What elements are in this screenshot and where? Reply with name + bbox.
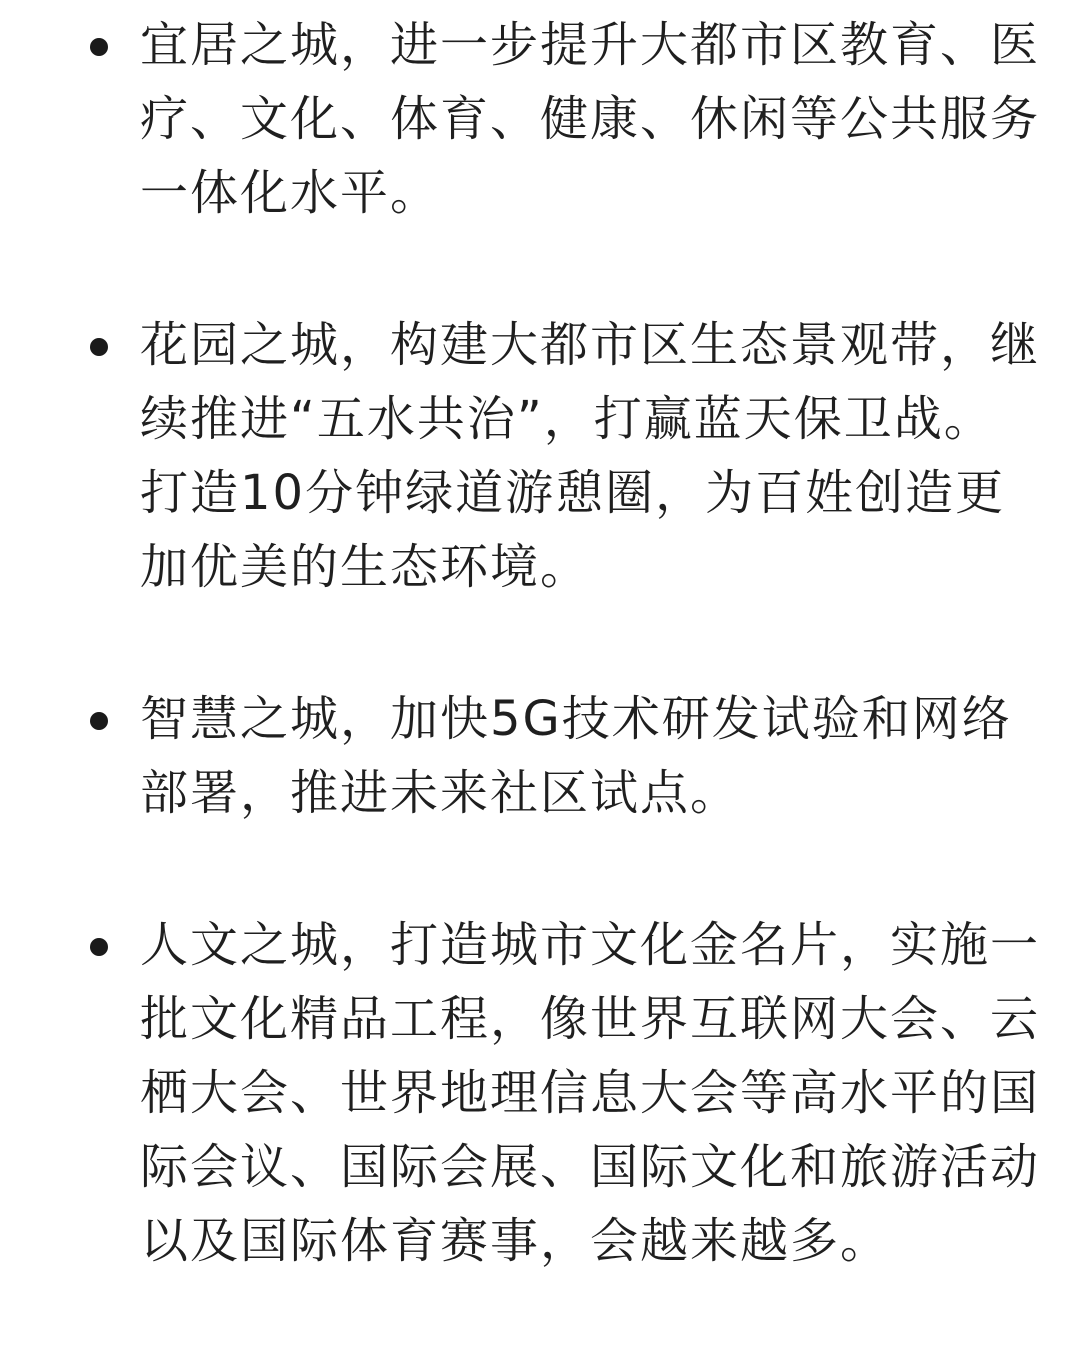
bullet-dot-icon bbox=[90, 38, 108, 56]
list-item-text: 宜居之城，进一步提升大都市区教育、医疗、文化、体育、健康、休闲等公共服务一体化水平。 bbox=[140, 17, 1041, 221]
bullet-dot-icon bbox=[90, 338, 108, 356]
list-item bbox=[0, 908, 1040, 1278]
list-item bbox=[0, 682, 1040, 830]
list-item-text: 花园之城，构建大都市区生态景观带，继续推进“五水共治”，打赢蓝天保卫战。打造10分钟绿道游憩圈，为百姓创造更加优美的生态环境。 bbox=[140, 317, 1041, 595]
bullet-dot-icon bbox=[90, 712, 108, 730]
list-item bbox=[0, 8, 1040, 230]
list-item-text: 人文之城，打造城市文化金名片，实施一批文化精品工程，像世界互联网大会、云栖大会、世界地理信息大会等高水平的国际会议、国际会展、国际文化和旅游活动以及国际体育赛事，会越来越多。 bbox=[140, 917, 1041, 1269]
bullet-dot-icon bbox=[90, 938, 108, 956]
bullet-list bbox=[0, 8, 1080, 1356]
list-item bbox=[0, 308, 1040, 604]
list-item-text: 智慧之城，加快5G技术研发试验和网络部署，推进未来社区试点。 bbox=[140, 691, 1012, 821]
